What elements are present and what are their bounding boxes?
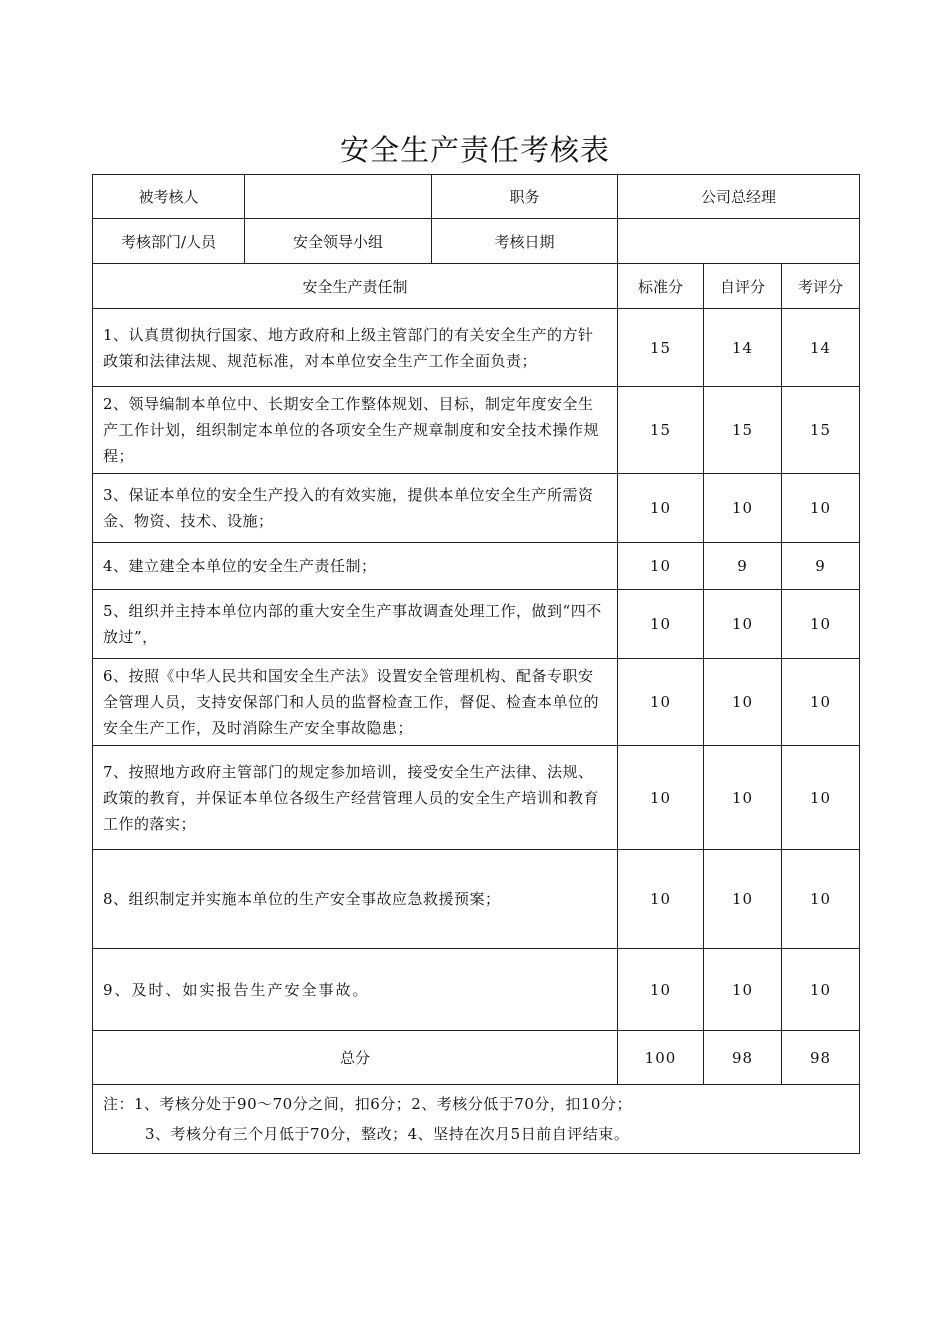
table-row [93,949,860,1031]
page-title: 安全生产责任考核表 [339,133,610,167]
standard-score: 10 [618,659,704,746]
self-score: 10 [704,474,782,543]
date-value [618,219,860,264]
column-header-row [93,264,860,309]
position-value: 公司总经理 [618,175,860,219]
assessee-label: 被考核人 [93,175,245,219]
item-text: 6、按照《中华人民共和国安全生产法》设置安全管理机构、配备专职安全管理人员，支持安保部门和人员的监督检查工作，督促、检查本单位的安全生产工作，及时消除生产安全事故隐患； [93,659,618,746]
review-score: 10 [782,850,860,949]
table-row [93,659,860,746]
self-score: 9 [704,543,782,590]
dept-value: 安全领导小组 [245,219,432,264]
total-standard: 100 [618,1031,704,1085]
item-text: 9、及时、如实报告生产安全事故。 [93,949,618,1031]
col-standard-header: 标准分 [618,264,704,309]
header-row-1 [93,175,860,219]
standard-score: 10 [618,543,704,590]
table-row [93,474,860,543]
col-review-header: 考评分 [782,264,860,309]
review-score: 15 [782,387,860,474]
table-row [93,850,860,949]
notes-row [93,1085,860,1154]
item-text: 1、认真贯彻执行国家、地方政府和上级主管部门的有关安全生产的方针政策和法律法规、规范标准，对本单位安全生产工作全面负责； [93,309,618,387]
table-row [93,387,860,474]
item-text: 2、领导编制本单位中、长期安全工作整体规划、目标，制定年度安全生产工作计划，组织制定本单位的各项安全生产规章制度和安全技术操作规程； [93,387,618,474]
item-text: 8、组织制定并实施本单位的生产安全事故应急救援预案； [93,850,618,949]
standard-score: 10 [618,850,704,949]
self-score: 10 [704,590,782,659]
position-label: 职务 [432,175,618,219]
review-score: 9 [782,543,860,590]
review-score: 14 [782,309,860,387]
standard-score: 15 [618,309,704,387]
self-score: 10 [704,949,782,1031]
review-score: 10 [782,949,860,1031]
col-self-header: 自评分 [704,264,782,309]
date-label: 考核日期 [432,219,618,264]
review-score: 10 [782,590,860,659]
col-item-header: 安全生产责任制 [93,264,618,309]
table-row [93,590,860,659]
standard-score: 10 [618,949,704,1031]
review-score: 10 [782,659,860,746]
header-row-2 [93,219,860,264]
assessment-table [92,174,860,1154]
self-score: 10 [704,850,782,949]
table-row [93,309,860,387]
standard-score: 10 [618,474,704,543]
total-row [93,1031,860,1085]
standard-score: 10 [618,746,704,850]
table-row [93,746,860,850]
total-self: 98 [704,1031,782,1085]
item-text: 4、建立建全本单位的安全生产责任制； [93,543,618,590]
assessee-value [245,175,432,219]
total-label: 总分 [93,1031,618,1085]
total-review: 98 [782,1031,860,1085]
item-text: 7、按照地方政府主管部门的规定参加培训，接受安全生产法律、法规、政策的教育，并保证本单位各级生产经营管理人员的安全生产培训和教育工作的落实； [93,746,618,850]
notes-cell [93,1085,860,1154]
review-score: 10 [782,746,860,850]
item-text: 5、组织并主持本单位内部的重大安全生产事故调查处理工作，做到“四不放过”， [93,590,618,659]
item-text: 3、保证本单位的安全生产投入的有效实施，提供本单位安全生产所需资金、物资、技术、设施； [93,474,618,543]
note-line-2: 3、考核分有三个月低于70分，整改；4、坚持在次月5日前自评结束。 [145,1125,630,1143]
dept-label: 考核部门/人员 [93,219,245,264]
standard-score: 15 [618,387,704,474]
review-score: 10 [782,474,860,543]
self-score: 10 [704,746,782,850]
note-line-1: 注：1、考核分处于90～70分之间，扣6分；2、考核分低于70分，扣10分； [103,1095,632,1113]
standard-score: 10 [618,590,704,659]
self-score: 14 [704,309,782,387]
self-score: 10 [704,659,782,746]
self-score: 15 [704,387,782,474]
table-row [93,543,860,590]
